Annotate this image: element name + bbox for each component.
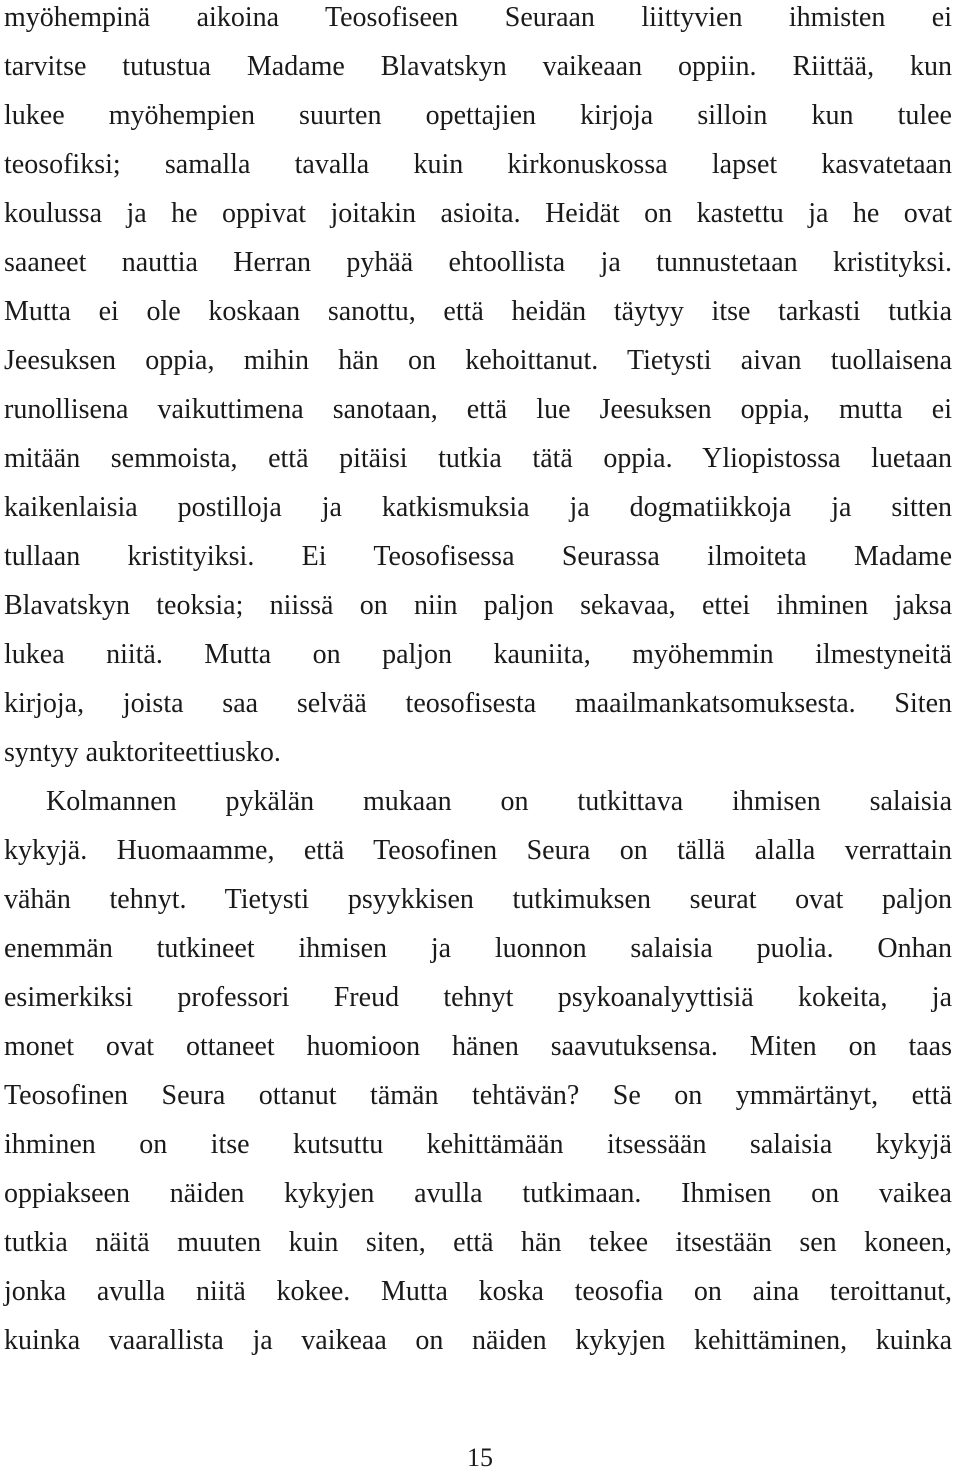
text-line: mitään semmoista, että pitäisi tutkia tätä oppia. Yliopistossa luetaan	[4, 443, 952, 474]
text-line: ihminen on itse kutsuttu kehittämään itsessään salaisia kykyjä	[4, 1129, 952, 1160]
text-line: Blavatskyn teoksia; niissä on niin paljon sekavaa, ettei ihminen jaksa	[4, 590, 952, 621]
text-line: tullaan kristityiksi. Ei Teosofisessa Seurassa ilmoiteta Madame	[4, 541, 952, 572]
text-line: jonka avulla niitä kokee. Mutta koska teosofia on aina teroittanut,	[4, 1276, 952, 1307]
text-line: lukea niitä. Mutta on paljon kauniita, myöhemmin ilmestyneitä	[4, 639, 952, 670]
text-line: teosofiksi; samalla tavalla kuin kirkonuskossa lapset kasvatetaan	[4, 149, 952, 180]
text-line: oppiakseen näiden kykyjen avulla tutkimaan. Ihmisen on vaikea	[4, 1178, 952, 1209]
text-line: Kolmannen pykälän mukaan on tutkittava ihmisen salaisia	[46, 786, 952, 817]
text-line: Mutta ei ole koskaan sanottu, että heidän täytyy itse tarkasti tutkia	[4, 296, 952, 327]
text-line: vähän tehnyt. Tietysti psyykkisen tutkimuksen seurat ovat paljon	[4, 884, 952, 915]
text-line: enemmän tutkineet ihmisen ja luonnon salaisia puolia. Onhan	[4, 933, 952, 964]
text-line: runollisena vaikuttimena sanotaan, että lue Jeesuksen oppia, mutta ei	[4, 394, 952, 425]
text-line: myöhempinä aikoina Teosofiseen Seuraan liittyvien ihmisten ei	[4, 2, 952, 33]
paragraph-1	[4, 0, 952, 784]
text-line: kaikenlaisia postilloja ja katkismuksia ja dogmatiikkoja ja sitten	[4, 492, 952, 523]
text-line: saaneet nauttia Herran pyhää ehtoollista ja tunnustetaan kristityksi.	[4, 247, 952, 278]
text-line: monet ovat ottaneet huomioon hänen saavutuksensa. Miten on taas	[4, 1031, 952, 1062]
text-line: tarvitse tutustua Madame Blavatskyn vaikeaan oppiin. Riittää, kun	[4, 51, 952, 82]
text-line: Teosofinen Seura ottanut tämän tehtävän? Se on ymmärtänyt, että	[4, 1080, 952, 1111]
text-line: tutkia näitä muuten kuin siten, että hän tekee itsestään sen koneen,	[4, 1227, 952, 1258]
text-line: Jeesuksen oppia, mihin hän on kehoittanut. Tietysti aivan tuollaisena	[4, 345, 952, 376]
page-number: 15	[467, 1443, 493, 1472]
text-line: esimerkiksi professori Freud tehnyt psykoanalyyttisiä kokeita, ja	[4, 982, 952, 1013]
document-page	[4, 0, 952, 1372]
text-line: kykyjä. Huomaamme, että Teosofinen Seura on tällä alalla verrattain	[4, 835, 952, 866]
text-line: koulussa ja he oppivat joitakin asioita. Heidät on kastettu ja he ovat	[4, 198, 952, 229]
text-line: lukee myöhempien suurten opettajien kirjoja silloin kun tulee	[4, 100, 952, 131]
text-line: kirjoja, joista saa selvää teosofisesta maailmankatsomuksesta. Siten	[4, 688, 952, 719]
text-line: syntyy auktoriteettiusko.	[4, 737, 281, 768]
text-line: kuinka vaarallista ja vaikeaa on näiden kykyjen kehittäminen, kuinka	[4, 1325, 952, 1356]
paragraph-2	[4, 784, 952, 1372]
